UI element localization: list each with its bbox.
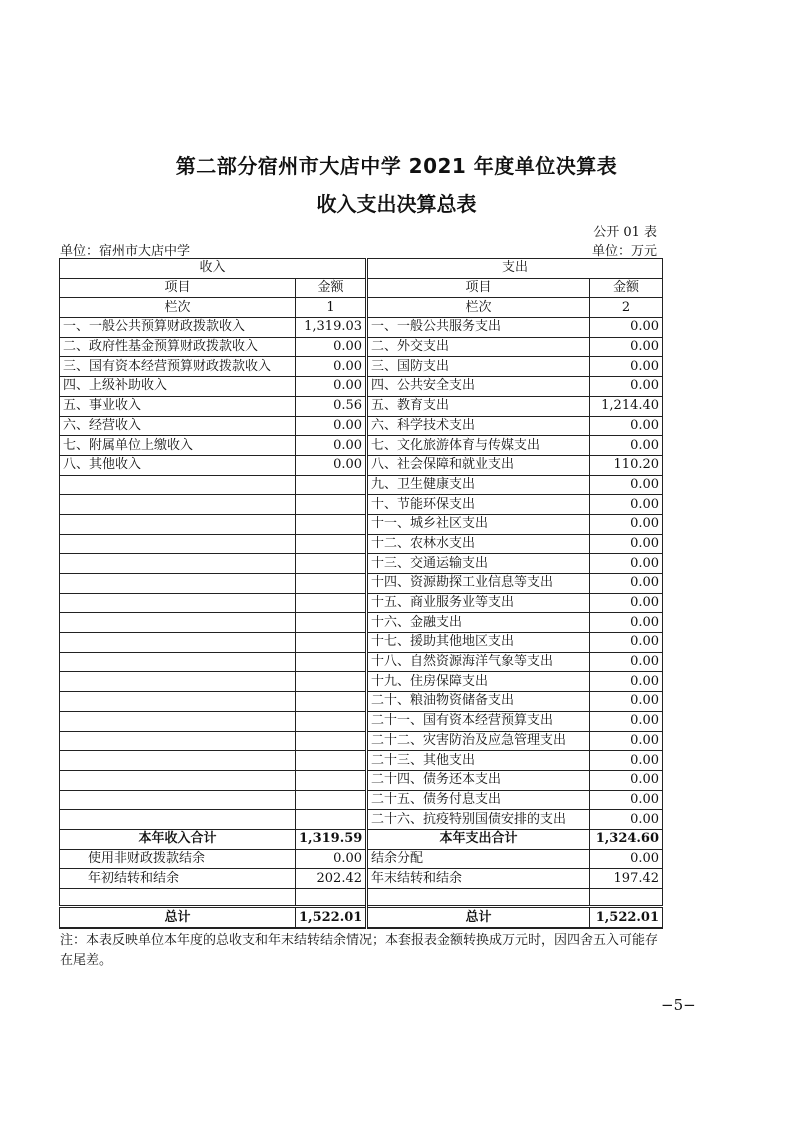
table-number: 公开 01 表: [593, 225, 657, 240]
income-item-amount: [296, 672, 367, 692]
income-item-amount: [296, 751, 367, 771]
expense-item-label: 九、卫生健康支出: [367, 475, 590, 495]
expense-item-amount: 0.00: [590, 475, 663, 495]
income-item-label: 四、上级补助收入: [60, 377, 296, 397]
expense-item-label: 八、社会保障和就业支出: [367, 455, 590, 475]
surplus-distribution-value: 0.00: [590, 849, 663, 869]
begin-balance-value: 202.42: [296, 869, 367, 889]
income-item-amount: 1,319.03: [296, 318, 367, 338]
income-item-amount: 0.00: [296, 416, 367, 436]
expense-item-label: 二十三、其他支出: [367, 751, 590, 771]
income-item-amount: [296, 692, 367, 712]
income-item-label: [60, 770, 296, 790]
expense-item-amount: 0.00: [590, 692, 663, 712]
expense-item-amount: 0.00: [590, 770, 663, 790]
expense-order-label: 栏次: [367, 298, 590, 318]
expense-item-label: 十七、援助其他地区支出: [367, 633, 590, 653]
expense-item-label: 十九、住房保障支出: [367, 672, 590, 692]
table-row: [60, 377, 663, 397]
income-item-label: 三、国有资本经营预算财政拨款收入: [60, 357, 296, 377]
income-item-amount: [296, 790, 367, 810]
table-row: [60, 554, 663, 574]
document-title: 第二部分宿州市大店中学 2021 年度单位决算表: [175, 154, 618, 178]
expense-item-label: 二十二、灾害防治及应急管理支出: [367, 731, 590, 751]
expense-item-amount: 0.00: [590, 810, 663, 830]
expense-section-header: 支出: [367, 259, 663, 279]
income-item-amount: 0.00: [296, 337, 367, 357]
page-number: −5−: [661, 996, 696, 1014]
table-row: [60, 711, 663, 731]
income-item-label: [60, 613, 296, 633]
income-item-label: [60, 751, 296, 771]
expense-item-label: 十、节能环保支出: [367, 495, 590, 515]
expense-item-label: 二十一、国有资本经营预算支出: [367, 711, 590, 731]
expense-item-label: 二十四、债务还本支出: [367, 770, 590, 790]
expense-item-amount: 0.00: [590, 534, 663, 554]
balance-row: [60, 869, 663, 889]
table-row: [60, 672, 663, 692]
expense-item-label: 六、科学技术支出: [367, 416, 590, 436]
grand-expense-total-label: 总计: [367, 907, 590, 929]
expense-item-amount: 0.00: [590, 436, 663, 456]
nonfiscal-value: 0.00: [296, 849, 367, 869]
surplus-distribution-label: 结余分配: [367, 849, 590, 869]
expense-item-amount: 0.00: [590, 711, 663, 731]
expense-item-amount: 0.00: [590, 357, 663, 377]
begin-balance-label: 年初结转和结余: [60, 869, 296, 889]
expense-amount-header: 金额: [590, 278, 663, 298]
income-item-label: [60, 574, 296, 594]
table-row: [60, 475, 663, 495]
table-row: [60, 731, 663, 751]
expense-item-amount: 0.00: [590, 337, 663, 357]
expense-item-label: 二十六、抗疫特别国债安排的支出: [367, 810, 590, 830]
grand-expense-total-value: 1,522.01: [590, 907, 663, 929]
section-header-row: [60, 259, 663, 279]
reporting-unit: 单位：宿州市大店中学: [60, 244, 191, 259]
income-item-amount: [296, 652, 367, 672]
expense-item-amount: 0.00: [590, 495, 663, 515]
income-item-amount: [296, 495, 367, 515]
expense-item-amount: 0.00: [590, 790, 663, 810]
income-item-header: 项目: [60, 278, 296, 298]
income-item-amount: [296, 711, 367, 731]
expense-item-amount: 0.00: [590, 514, 663, 534]
income-item-label: 七、附属单位上缴收入: [60, 436, 296, 456]
expense-item-amount: 0.00: [590, 672, 663, 692]
income-item-label: [60, 652, 296, 672]
income-item-label: [60, 711, 296, 731]
expense-item-label: 二十、粮油物资储备支出: [367, 692, 590, 712]
table-row: [60, 495, 663, 515]
expense-item-amount: 0.00: [590, 751, 663, 771]
year-expense-total-label: 本年支出合计: [367, 829, 590, 849]
column-order-row: [60, 298, 663, 318]
table-row: [60, 751, 663, 771]
income-item-label: 一、一般公共预算财政拨款收入: [60, 318, 296, 338]
table-row: [60, 633, 663, 653]
expense-item-label: 十六、金融支出: [367, 613, 590, 633]
expense-item-amount: 0.00: [590, 574, 663, 594]
grand-income-total-label: 总计: [60, 907, 296, 929]
income-order-number: 1: [296, 298, 367, 318]
column-header-row: [60, 278, 663, 298]
income-amount-header: 金额: [296, 278, 367, 298]
income-item-amount: [296, 514, 367, 534]
expense-item-amount: 0.00: [590, 554, 663, 574]
grand-total-row: [60, 907, 663, 929]
table-row: [60, 514, 663, 534]
expense-item-label: 十二、农林水支出: [367, 534, 590, 554]
income-item-label: [60, 672, 296, 692]
table-row: [60, 770, 663, 790]
expense-item-label: 十四、资源勘探工业信息等支出: [367, 574, 590, 594]
document-subtitle: 收入支出决算总表: [316, 192, 477, 216]
spacer-cell: [60, 889, 296, 907]
footnote: 注：本表反映单位本年度的总收支和年末结转结余情况；本套报表金额转换成万元时，因四舍五入可能存在尾差。: [60, 933, 659, 968]
expense-item-label: 十八、自然资源海洋气象等支出: [367, 652, 590, 672]
table-row: [60, 790, 663, 810]
table-row: [60, 436, 663, 456]
income-item-amount: 0.00: [296, 455, 367, 475]
income-item-amount: [296, 731, 367, 751]
expense-item-label: 十五、商业服务业等支出: [367, 593, 590, 613]
income-item-amount: [296, 613, 367, 633]
income-item-amount: 0.00: [296, 377, 367, 397]
income-expense-table: [59, 258, 663, 929]
nonfiscal-label: 使用非财政拨款结余: [60, 849, 296, 869]
spacer-cell: [367, 889, 590, 907]
income-item-label: [60, 633, 296, 653]
income-item-amount: [296, 554, 367, 574]
income-item-label: [60, 692, 296, 712]
table-row: [60, 337, 663, 357]
table-row: [60, 574, 663, 594]
expense-item-label: 三、国防支出: [367, 357, 590, 377]
income-item-label: 八、其他收入: [60, 455, 296, 475]
table-row: [60, 652, 663, 672]
expense-item-label: 四、公共安全支出: [367, 377, 590, 397]
income-item-amount: 0.00: [296, 357, 367, 377]
income-item-label: [60, 475, 296, 495]
end-balance-label: 年末结转和结余: [367, 869, 590, 889]
expense-item-amount: 0.00: [590, 593, 663, 613]
table-row: [60, 396, 663, 416]
expense-item-amount: 0.00: [590, 613, 663, 633]
expense-item-amount: 0.00: [590, 731, 663, 751]
income-item-label: [60, 495, 296, 515]
end-balance-value: 197.42: [590, 869, 663, 889]
year-total-row: [60, 829, 663, 849]
table-row: [60, 810, 663, 830]
spacer-cell: [296, 889, 367, 907]
income-item-label: [60, 534, 296, 554]
expense-item-amount: 1,214.40: [590, 396, 663, 416]
table-row: [60, 534, 663, 554]
income-item-label: [60, 810, 296, 830]
income-section-header: 收入: [60, 259, 367, 279]
expense-order-number: 2: [590, 298, 663, 318]
income-item-label: [60, 554, 296, 574]
year-income-total-label: 本年收入合计: [60, 829, 296, 849]
income-item-amount: [296, 574, 367, 594]
table-row: [60, 593, 663, 613]
income-item-amount: [296, 770, 367, 790]
expense-item-label: 五、教育支出: [367, 396, 590, 416]
expense-item-label: 一、一般公共服务支出: [367, 318, 590, 338]
expense-item-amount: 0.00: [590, 318, 663, 338]
income-item-label: 二、政府性基金预算财政拨款收入: [60, 337, 296, 357]
year-income-total-value: 1,319.59: [296, 829, 367, 849]
table-row: [60, 416, 663, 436]
income-item-amount: [296, 633, 367, 653]
spacer-cell: [590, 889, 663, 907]
expense-item-label: 二十五、债务付息支出: [367, 790, 590, 810]
income-item-amount: [296, 534, 367, 554]
income-item-amount: [296, 475, 367, 495]
table-row: [60, 455, 663, 475]
expense-item-label: 十一、城乡社区支出: [367, 514, 590, 534]
year-expense-total-value: 1,324.60: [590, 829, 663, 849]
expense-item-label: 十三、交通运输支出: [367, 554, 590, 574]
grand-income-total-value: 1,522.01: [296, 907, 367, 929]
expense-item-amount: 0.00: [590, 633, 663, 653]
income-item-label: [60, 514, 296, 534]
income-item-amount: [296, 810, 367, 830]
income-order-label: 栏次: [60, 298, 296, 318]
income-item-label: [60, 731, 296, 751]
income-item-label: 五、事业收入: [60, 396, 296, 416]
table-row: [60, 613, 663, 633]
income-item-label: 六、经营收入: [60, 416, 296, 436]
income-item-amount: 0.56: [296, 396, 367, 416]
expense-item-amount: 0.00: [590, 652, 663, 672]
expense-item-amount: 0.00: [590, 377, 663, 397]
expense-item-label: 七、文化旅游体育与传媒支出: [367, 436, 590, 456]
income-item-amount: [296, 593, 367, 613]
nonfiscal-row: [60, 849, 663, 869]
currency-unit: 单位：万元: [591, 244, 657, 259]
expense-item-header: 项目: [367, 278, 590, 298]
table-row: [60, 357, 663, 377]
table-row: [60, 318, 663, 338]
table-row: [60, 692, 663, 712]
expense-item-amount: 0.00: [590, 416, 663, 436]
income-item-amount: 0.00: [296, 436, 367, 456]
expense-item-label: 二、外交支出: [367, 337, 590, 357]
spacer-row: [60, 889, 663, 907]
income-item-label: [60, 593, 296, 613]
expense-item-amount: 110.20: [590, 455, 663, 475]
income-item-label: [60, 790, 296, 810]
